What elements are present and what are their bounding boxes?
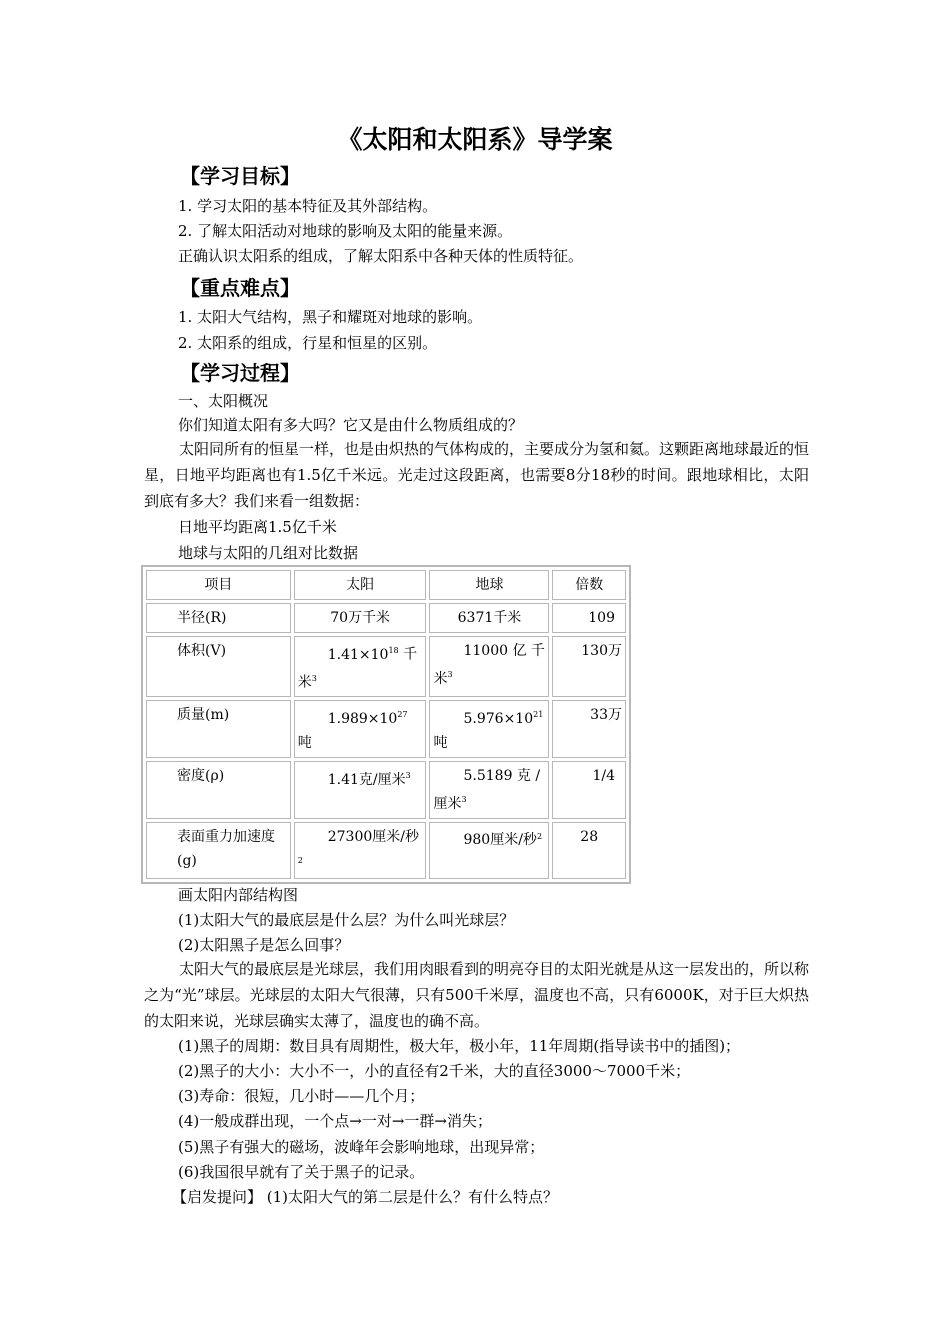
cell-sun <box>294 822 427 880</box>
cell-item: 表面重力加速度(g) <box>146 822 291 880</box>
cell-item: 体积(V) <box>146 636 291 697</box>
paragraph-photosphere: 太阳大气的最底层是光球层，我们用肉眼看到的明亮夺目的太阳光就是从这一层发出的，所以称之为“光”球层。光球层的太阳大气很薄，只有500千米厚，温度也不高，只有6000K，对于巨大炽热的太阳来说，光球层确实太薄了，温度也的确不高。 <box>144 960 810 1030</box>
header-cell-sun: 太阳 <box>294 570 427 600</box>
cell-ratio: 28 <box>552 822 626 880</box>
cell-earth <box>429 636 549 697</box>
cell-earth-value: 980厘米/秒 <box>463 832 537 849</box>
table-row <box>146 761 626 819</box>
sunspot-item-3: (3)寿命：很短，几小时——几个月； <box>178 1087 425 1105</box>
header-cell-item: 项目 <box>146 570 291 600</box>
prompt-label: 【启发提问】 <box>172 1188 263 1206</box>
cell-earth <box>429 761 549 819</box>
cell-earth: 6371千米 <box>429 603 549 633</box>
cell-earth <box>429 822 549 880</box>
cell-sun-unit: 千米 <box>297 646 418 691</box>
table-row <box>146 636 626 697</box>
cell-earth-value: 5.5189 克 /厘米 <box>433 767 541 812</box>
cell-ratio: 1/4 <box>552 761 626 819</box>
sunspot-item-2: (2)黑子的大小：大小不一，小的直径有2千米，大的直径3000～7000千米； <box>178 1062 691 1080</box>
cell-earth-exponent: 21 <box>533 710 544 720</box>
sunspot-item-5: (5)黑子有强大的磁场，波峰年会影响地球，出现异常； <box>178 1138 545 1156</box>
cell-earth-value: 5.976×10 <box>463 710 534 727</box>
paragraph-sun-intro: 太阳同所有的恒星一样，也是由炽热的气体构成的，主要成分为氢和氦。这颗距离地球最近的恒星，日地平均距离也有1.5亿千米远。光走过这段距离，也需要8分18秒的时间。跟地球相比，太阳到底有多大？我们来看一组数据： <box>144 440 810 510</box>
question-b: (2)太阳黑子是怎么回事？ <box>178 936 350 954</box>
doc-title: 《太阳和太阳系》导学案 <box>337 125 613 154</box>
cell-earth-value: 11000 亿 千米 <box>433 643 545 687</box>
cell-sun <box>294 700 427 758</box>
sunspot-item-1: (1)黑子的周期：数目具有周期性，极大年，极小年，11年周期(指导读书中的插图)； <box>178 1037 741 1055</box>
cell-earth <box>429 700 549 758</box>
goal-item-3: 正确认识太阳系的组成，了解太阳系中各种天体的性质特征。 <box>178 247 584 265</box>
sunspot-item-6: (6)我国很早就有了关于黑子的记录。 <box>178 1163 425 1181</box>
table-header-row <box>146 570 626 600</box>
section-heading-process: 【学习过程】 <box>180 361 300 385</box>
table-caption: 地球与太阳的几组对比数据 <box>178 544 359 562</box>
prompt-text: (1)太阳大气的第二层是什么？有什么特点？ <box>262 1188 559 1206</box>
cell-sun: 70万千米 <box>294 603 427 633</box>
prompt-question-line <box>172 1186 558 1207</box>
cell-item: 半径(R) <box>146 603 291 633</box>
key-point-1: 1. 太阳大气结构，黑子和耀斑对地球的影响。 <box>178 308 483 326</box>
cell-sun-exponent: 27 <box>397 710 408 720</box>
cell-earth-unit: 吨 <box>433 734 448 751</box>
header-cell-earth: 地球 <box>429 570 549 600</box>
cell-item: 质量(m) <box>146 700 291 758</box>
cell-sun-unit: 吨 <box>297 734 312 751</box>
cell-sun-value: 1.41克/厘米 <box>327 771 406 788</box>
cell-sun-value: 27300厘米/秒 <box>327 828 419 845</box>
cell-earth-exponent: 3 <box>461 794 467 804</box>
cell-earth-exponent: 3 <box>447 670 453 679</box>
section-heading-key-points: 【重点难点】 <box>180 276 300 300</box>
draw-structure-line: 画太阳内部结构图 <box>178 886 299 904</box>
cell-ratio: 109 <box>552 603 626 633</box>
question-a: (1)太阳大气的最底层是什么层？为什么叫光球层？ <box>178 911 515 929</box>
distance-line: 日地平均距离1.5亿千米 <box>178 518 337 536</box>
cell-sun <box>294 761 427 819</box>
key-point-2: 2. 太阳系的组成，行星和恒星的区别。 <box>178 334 438 352</box>
goal-item-2: 2. 了解太阳活动对地球的影响及太阳的能量来源。 <box>178 222 513 240</box>
comparison-table <box>141 565 631 884</box>
cell-earth-exponent: 2 <box>536 831 543 841</box>
cell-sun-exponent: 3 <box>405 770 411 780</box>
cell-sun-exponent: 2 <box>297 855 303 865</box>
goal-item-1: 1. 学习太阳的基本特征及其外部结构。 <box>178 197 438 215</box>
table-row <box>146 700 626 758</box>
cell-sun-exponent: 18 <box>388 646 399 655</box>
cell-sun-value: 1.41×10 <box>327 646 389 663</box>
cell-ratio: 130万 <box>552 636 626 697</box>
cell-sun <box>294 636 427 697</box>
cell-sun-value: 1.989×10 <box>327 710 398 727</box>
section-heading-goals: 【学习目标】 <box>180 164 300 188</box>
question-1: 你们知道太阳有多大吗？它又是由什么物质组成的？ <box>178 416 524 434</box>
cell-ratio: 33万 <box>552 700 626 758</box>
header-cell-ratio: 倍数 <box>552 570 626 600</box>
table-row <box>146 603 626 633</box>
cell-item: 密度(ρ) <box>146 761 291 819</box>
cell-sun-unit-exponent: 3 <box>311 673 317 683</box>
sunspot-item-4: (4)一般成群出现，一个点→一对→一群→消失； <box>178 1112 492 1130</box>
part1-heading: 一、太阳概况 <box>178 392 269 410</box>
table-row <box>146 822 626 880</box>
